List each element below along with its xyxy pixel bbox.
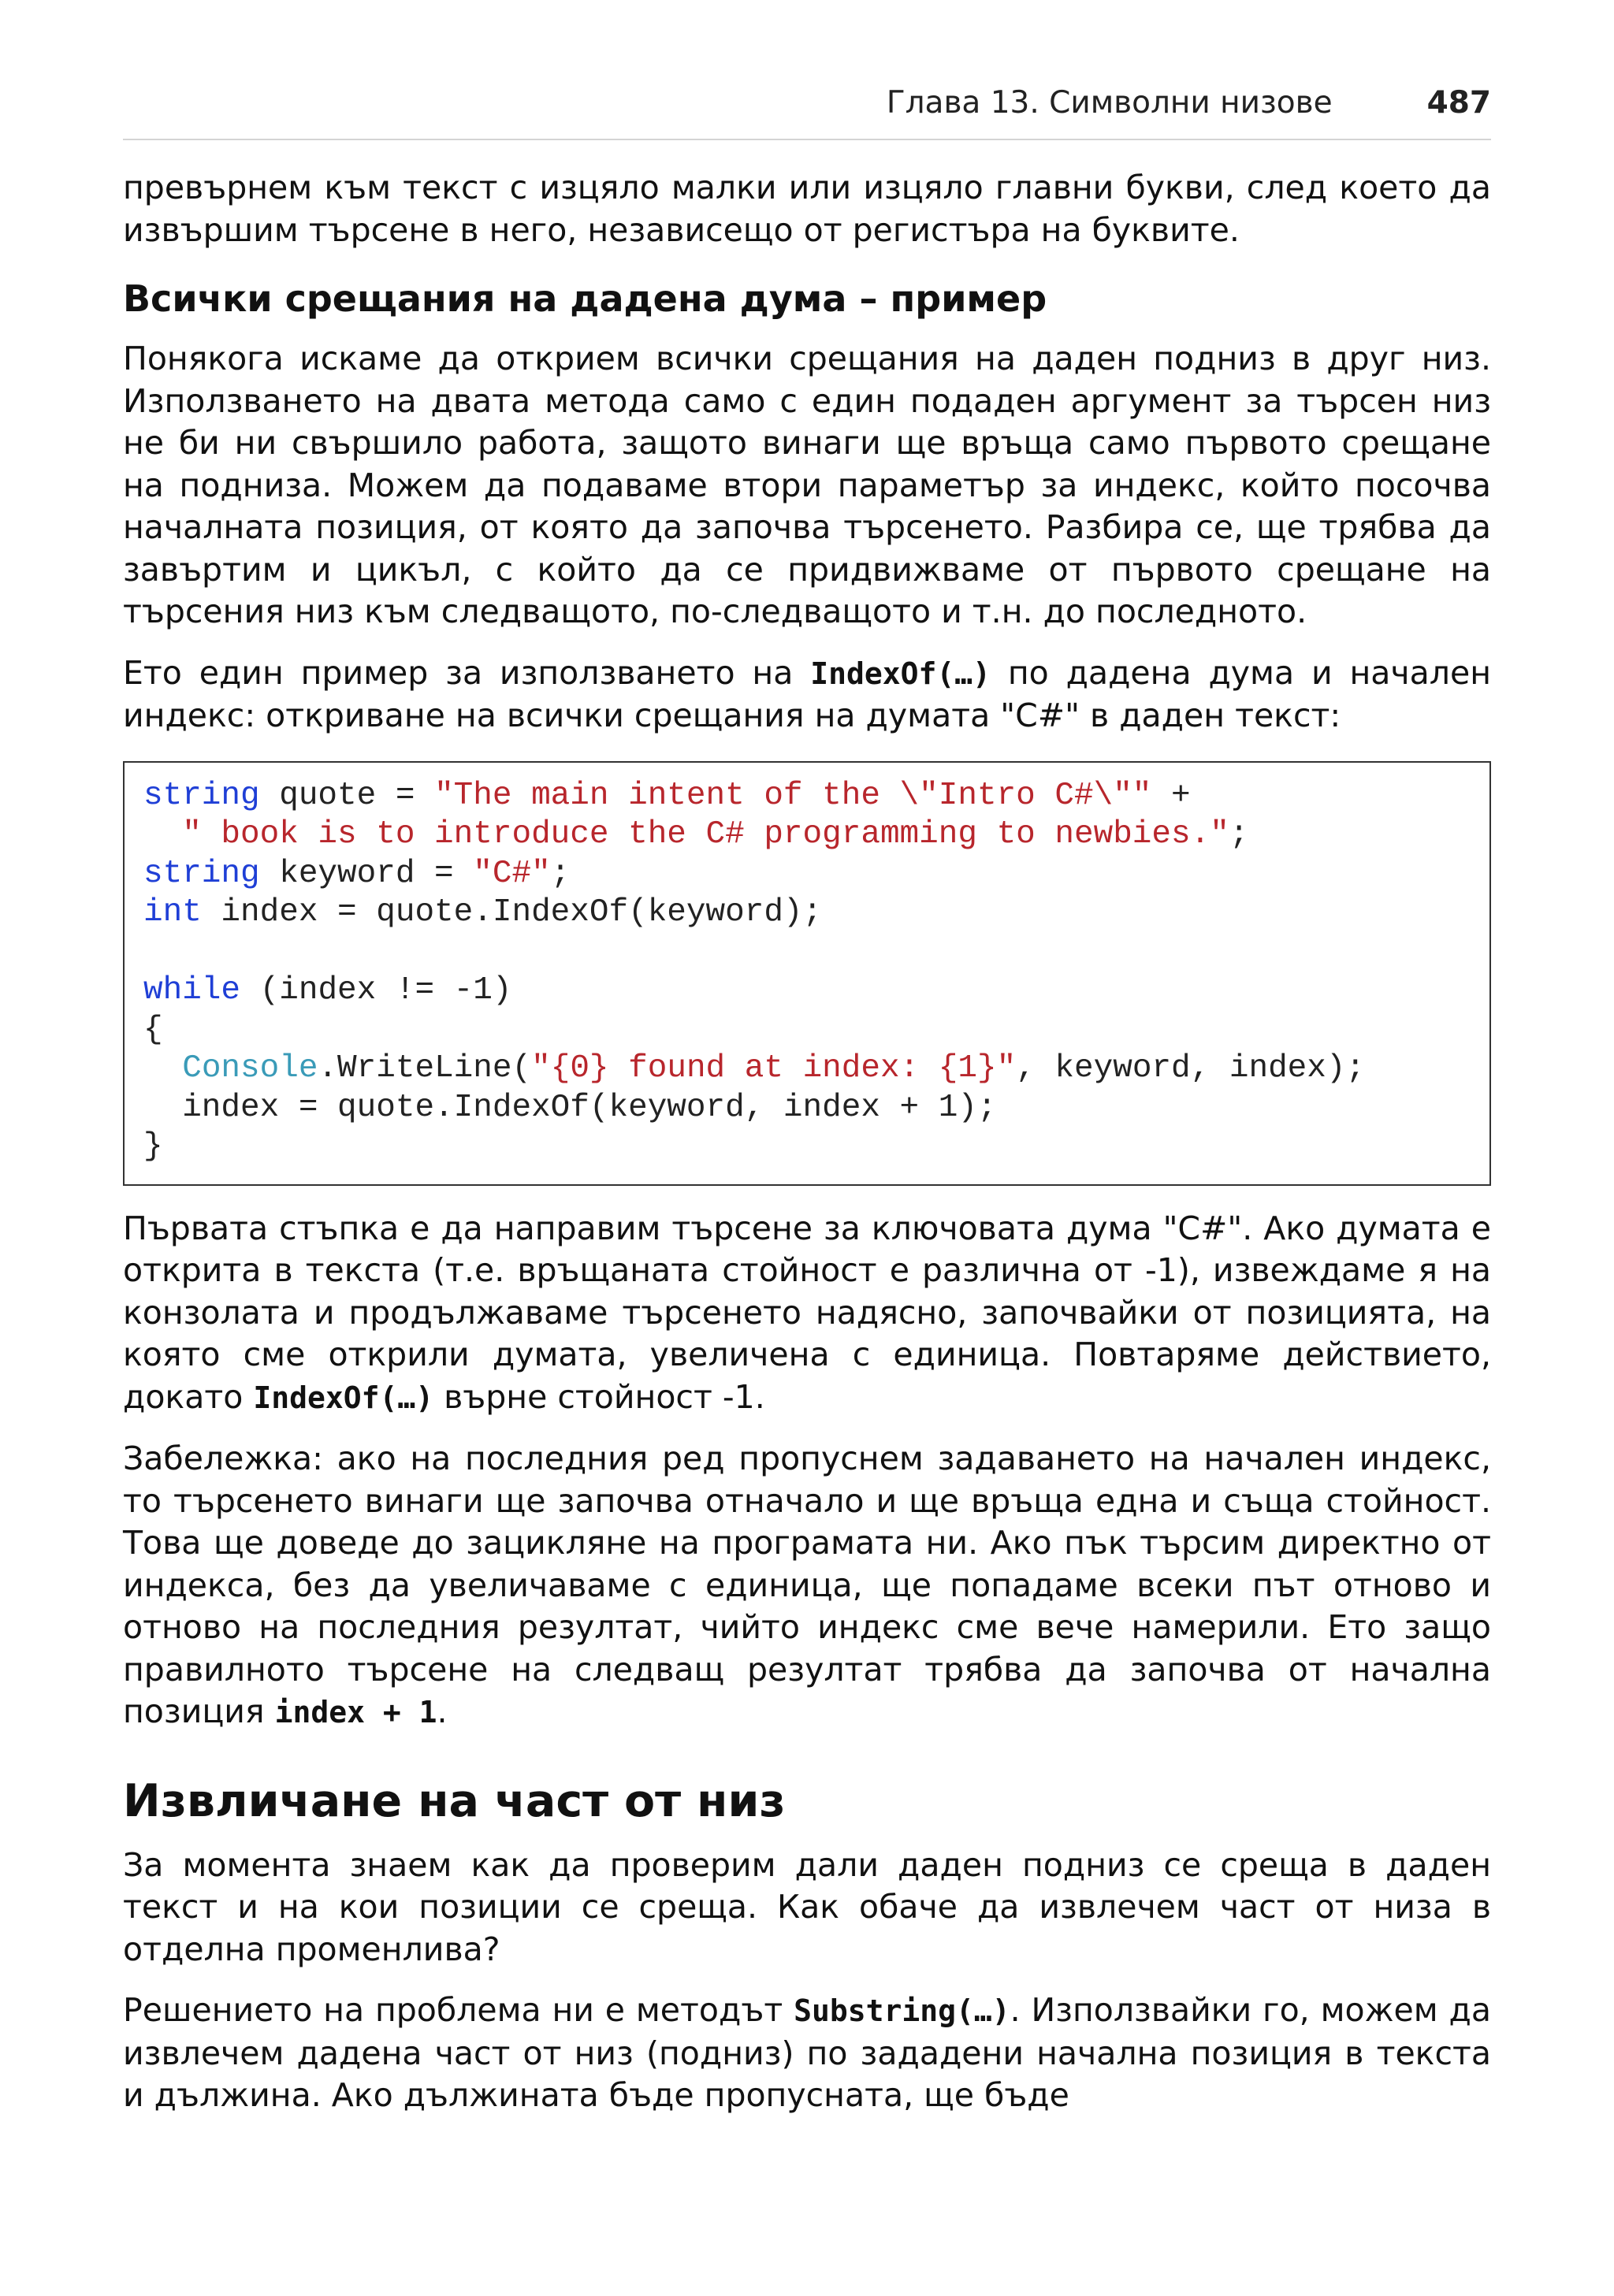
page-content	[123, 167, 1491, 2117]
subheading-example: Всички срещания на дадена дума – пример	[123, 277, 1047, 320]
code-line-1: string quote = "The main intent of the \"Intro C#\"" +	[143, 777, 1191, 814]
inline-code-indexof: IndexOf(…)	[810, 656, 991, 691]
code-line-8: Console.WriteLine("{0} found at index: {1}", keyword, index);	[182, 1050, 1366, 1087]
paragraph-substring-intro: За момента знаем как да проверим дали даден подниз се среща в даден текст и на кои позиции се среща. Как обаче да извлечем част от низа в отделна променлива?	[123, 1845, 1491, 1968]
section-heading: Извличане на част от низ	[123, 1774, 786, 1827]
running-header	[123, 85, 1491, 121]
paragraph-explanation: Понякога искаме да открием всички срещания на даден подниз в друг низ. Използването на двата метода само с един подаден аргумент за търсен низ не би ни свършило работа, защото винаги ще връща само първото срещане на подниза. Можем да подаваме втори параметър за индекс, който посочва началната позиция, от която да започва търсенето. Разбира се, ще трябва да завъртим и цикъл, с който да се придвижваме от първото срещане на търсения низ към следващото, по-следващото и т.н. до последното.	[123, 340, 1491, 630]
paragraph-intro: превърнем към текст с изцяло малки или изцяло главни букви, след което да извършим търсене в него, независещо от регистъра на буквите.	[123, 169, 1491, 249]
inline-code-substring: Substring(…)	[794, 1993, 1010, 2028]
code-line-2: " book is to introduce the C# programming to newbies.";	[143, 816, 1249, 853]
page-number: 487	[1426, 85, 1491, 121]
code-line-6: while (index != -1)	[143, 972, 512, 1009]
header-divider	[123, 139, 1491, 140]
paragraph-substring-method: Решението на проблема ни е методът Substring(…). Използвайки го, можем да извлечем дадена част от низ (подниз) по зададени начална позиция в текста и дължина. Ако дължината бъде пропусната, ще бъде	[123, 1991, 1491, 2114]
code-line-7: {	[143, 1011, 163, 1048]
code-line-10: }	[143, 1128, 163, 1165]
code-line-5	[143, 933, 1471, 972]
code-line-9: index = quote.IndexOf(keyword, index + 1);	[143, 1089, 997, 1126]
code-listing	[123, 761, 1491, 1186]
paragraph-first-step: Първата стъпка е да направим търсене за ключовата дума "C#". Ако думата е открита в текста (т.е. връщаната стойност е различна от -1), извеждаме я на конзолата и продължаваме търсенето надясно, започвайки от позицията, на която сме открили думата, увеличена с единица. Повтаряме действието, докато IndexOf(…) върне стойност -1.	[123, 1209, 1491, 1416]
paragraph-note: Забележка: ако на последния ред пропуснем задаването на начален индекс, то търсенето винаги ще започва отначало и ще връща една и съща стойност. Това ще доведе до зацикляне на програмата ни. Ако пък търсим директно от индекса, без да увеличаваме с единица, ще попадаме всеки път отново и отново на последния резултат, чийто индекс сме вече намерили. Ето защо правилното търсене на следващ резултат трябва да започва от начална позиция index + 1.	[123, 1440, 1491, 1730]
code-line-4: int index = quote.IndexOf(keyword);	[143, 894, 823, 931]
paragraph-example-intro: Ето един пример за използването на IndexOf(…) по дадена дума и начален индекс: откриване на всички срещания на думата "C#" в даден текст:	[123, 653, 1491, 734]
inline-code-index-plus-one: index + 1	[274, 1695, 437, 1729]
chapter-title: Глава 13. Символни низове	[886, 85, 1333, 121]
code-line-3: string keyword = "C#";	[143, 855, 571, 892]
inline-code-indexof-2: IndexOf(…)	[253, 1380, 434, 1415]
